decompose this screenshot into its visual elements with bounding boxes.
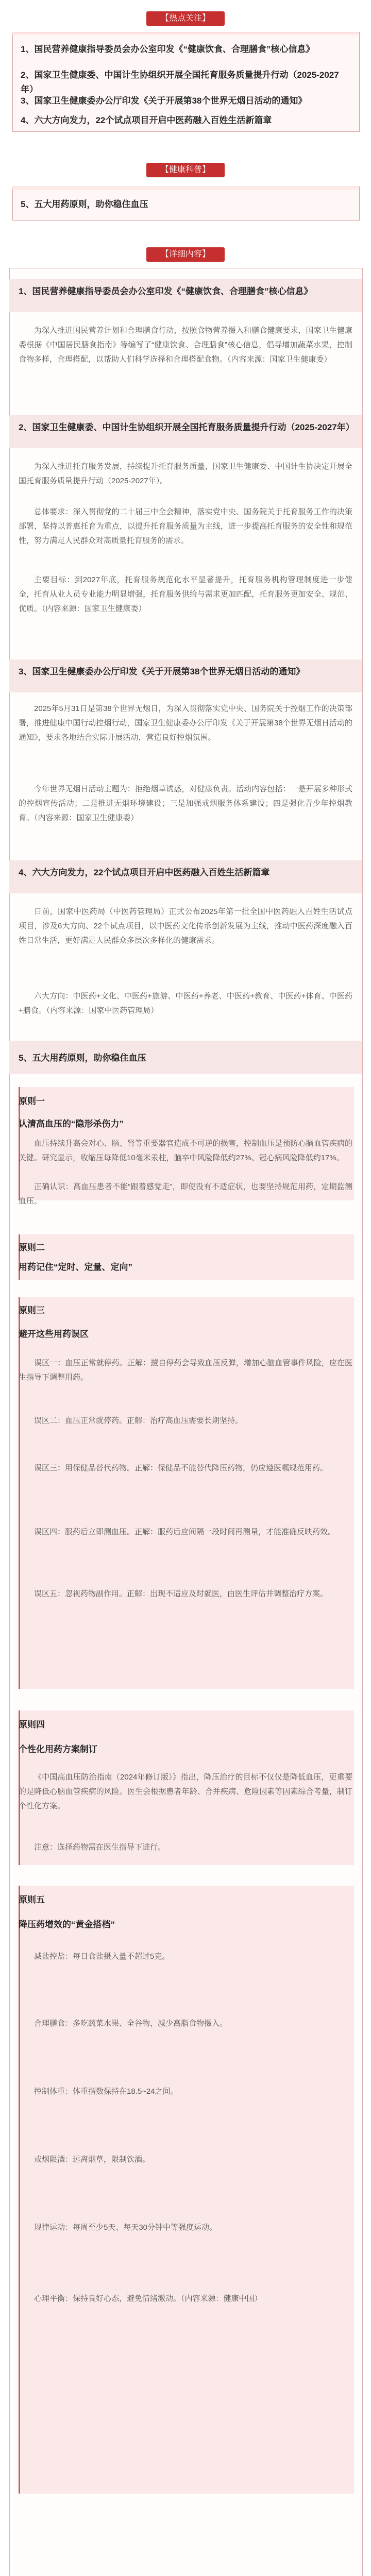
- principle-1-heading: 认清高血压的“隐形杀伤力”: [19, 1119, 124, 1129]
- principle-5-box: [19, 1886, 354, 2494]
- detail-2-title: 2、国家卫生健康委、中国计生协组织开展全国托育服务质量提升行动（2025-2027年）: [19, 422, 355, 432]
- principle-4-label: 原则四: [19, 1720, 45, 1730]
- principle-5-para-4: 戒烟限酒：远离烟草，限制饮酒。: [34, 2155, 150, 2164]
- principle-3-label: 原则三: [19, 1306, 45, 1315]
- detail-2-para-2: 总体要求：深入贯彻党的二十届三中全会精神，落实党中央、国务院关于托育服务工作的决策部署，坚持以普惠托育为重点，以提升托育服务质量为主线，进一步提高托育服务的安全性和规范性，努力满足人民群众对高质量托育服务的需求。: [19, 507, 352, 545]
- principle-4-heading: 个性化用药方案制订: [19, 1744, 97, 1754]
- detail-1-para-1: 为深入推进国民营养计划和合理膳食行动，按照食物营养摄入和膳食健康要求，国家卫生健康委根据《中国居民膳食指南》等编写了“健康饮食、合理膳食”核心信息，倡导增加蔬菜水果，控制食物多样，合理搭配，以帮助人们科学选择和合理搭配食物。（内容来源：国家卫生健康委）: [19, 326, 352, 364]
- principle-5-para-6: 心理平衡：保持良好心态，避免情绪激动。（内容来源：健康中国）: [34, 2294, 262, 2303]
- principle-5-para-1: 减盐控盐：每日食盐摄入量不超过5克。: [34, 1952, 170, 1961]
- detail-4-title: 4、六大方向发力，22个试点项目开启中医药融入百姓生活新篇章: [19, 868, 270, 877]
- principle-5-label: 原则五: [19, 1895, 45, 1905]
- detail-3-para-1: 2025年5月31日是第38个世界无烟日，为深入贯彻落实党中央、国务院关于控烟工作的决策部署，推进健康中国行动控烟行动，国家卫生健康委办公厅印发《关于开展第38个世界无烟日活动的通知》，要求各地结合实际开展活动，营造良好控烟氛围。: [19, 704, 352, 742]
- detail-3-title: 3、国家卫生健康委办公厅印发《关于开展第38个世界无烟日活动的通知》: [19, 667, 305, 676]
- hot-section-pill: 【热点关注】: [146, 11, 225, 26]
- hot-item-1[interactable]: 1、国民营养健康指导委员会办公室印发《“健康饮食、合理膳食”核心信息》: [21, 44, 315, 54]
- detail-2-para-1: 为深入推进托育服务发展，持续提升托育服务质量，国家卫生健康委、中国计生协决定开展全国托育服务质量提升行动（2025-2027年）。: [19, 462, 352, 485]
- details-section-header: [0, 247, 371, 262]
- detail-4-para-2: 六大方向：中医药+文化、中医药+旅游、中医药+养老、中医药+教育、中医药+体育、中医药+膳食。（内容来源：国家中医药管理局）: [19, 992, 352, 1015]
- principle-1-label: 原则一: [19, 1096, 45, 1106]
- principle-2-label: 原则二: [19, 1243, 45, 1252]
- principle-4-para-1: 《中国高血压防治指南（2024年修订版）》指出，降压治疗的目标不仅仅是降低血压，更重要的是降低心脑血管疾病的风险。医生会根据患者年龄、合并疾病、危险因素等因素综合考量，制订个性化方案。: [19, 1773, 352, 1810]
- health-item-1[interactable]: 5、五大用药原则，助你稳住血压: [21, 199, 148, 209]
- principle-5-para-2: 合理膳食：多吃蔬菜水果、全谷物，减少高脂食物摄入。: [34, 2019, 228, 2028]
- principle-1-para-2: 正确认识：高血压患者不能“跟着感觉走”，即使没有不适症状，也要坚持规范用药，定期监测血压。: [19, 1182, 352, 1206]
- principle-3-para-5: 误区五：忽视药物副作用。正解：出现不适应及时就医，由医生评估并调整治疗方案。: [34, 1589, 328, 1598]
- hot-section-header: [0, 11, 371, 26]
- principle-4-para-2: 注意：选择药物需在医生指导下进行。: [34, 1843, 166, 1852]
- detail-4-para-1: 日前，国家中医药局（中医药管理局）正式公布2025年第一批全国中医药融入百姓生活试点项目，涉及6大方向、22个试点项目，以中医药文化传承创新发展为主线，推动中医药深度融入百姓日常生活，更好满足人民群众多层次多样化的健康需求。: [19, 907, 352, 945]
- principle-3-heading: 避开这些用药误区: [19, 1329, 89, 1339]
- hot-item-4[interactable]: 4、六大方向发力，22个试点项目开启中医药融入百姓生活新篇章: [21, 115, 272, 125]
- health-section-header: [0, 163, 371, 177]
- health-article-title: 5、五大用药原则，助你稳住血压: [19, 1053, 146, 1063]
- detail-3-para-2: 今年世界无烟日活动主题为：拒绝烟草诱惑，对健康负责。活动内容包括：一是开展多种形式的控烟宣传活动；二是推进无烟环境建设；三是加强戒烟服务体系建设；四是强化青少年控烟教育。（内容来源：国家卫生健康委）: [19, 785, 352, 822]
- hot-item-2[interactable]: 2、国家卫生健康委、中国计生协组织开展全国托育服务质量提升行动（2025-2027年）: [21, 70, 339, 94]
- health-section-pill: 【健康科普】: [146, 163, 225, 177]
- principle-5-para-5: 规律运动：每周至少5天、每天30分钟中等强度运动。: [34, 2223, 217, 2232]
- principle-3-para-4: 误区四：服药后立即测血压。正解：服药后应间隔一段时间再测量，才能准确反映药效。: [34, 1528, 336, 1536]
- details-section-pill: 【详细内容】: [146, 247, 225, 262]
- principle-3-para-3: 误区三：用保健品替代药物。正解：保健品不能替代降压药物，仍应遵医嘱规范用药。: [34, 1464, 328, 1472]
- principle-1-para-1: 血压持续升高会对心、脑、肾等重要器官造成不可逆的损害，控制血压是预防心脑血管疾病的关键。研究显示，收缩压每降低10毫米汞柱，脑卒中风险降低约27%、冠心病风险降低约17%。: [19, 1139, 352, 1162]
- principle-5-heading: 降压药增效的“黄金搭档”: [19, 1920, 115, 1929]
- hot-item-3[interactable]: 3、国家卫生健康委办公厅印发《关于开展第38个世界无烟日活动的通知》: [21, 96, 307, 106]
- principle-2-heading: 用药记住“定时、定量、定向”: [19, 1262, 132, 1272]
- principle-3-para-2: 误区二：血压正常就停药。正解：治疗高血压需要长期坚持。: [34, 1416, 243, 1425]
- principle-3-para-1: 误区一：血压正常就停药。正解：擅自停药会导致血压反弹，增加心脑血管事件风险，应在医生指导下调整用药。: [19, 1359, 352, 1382]
- detail-1-title: 1、国民营养健康指导委员会办公室印发《“健康饮食、合理膳食”核心信息》: [19, 286, 313, 296]
- principle-5-para-3: 控制体重：体重指数保持在18.5~24之间。: [34, 2087, 178, 2096]
- detail-2-para-3: 主要目标：到2027年底，托育服务规范化水平显著提升，托育服务机构管理制度进一步健全，托育从业人员专业能力明显增强，托育服务供给与需求更加匹配，托育服务更加安全、规范、优质。（内容来源：国家卫生健康委）: [19, 575, 352, 613]
